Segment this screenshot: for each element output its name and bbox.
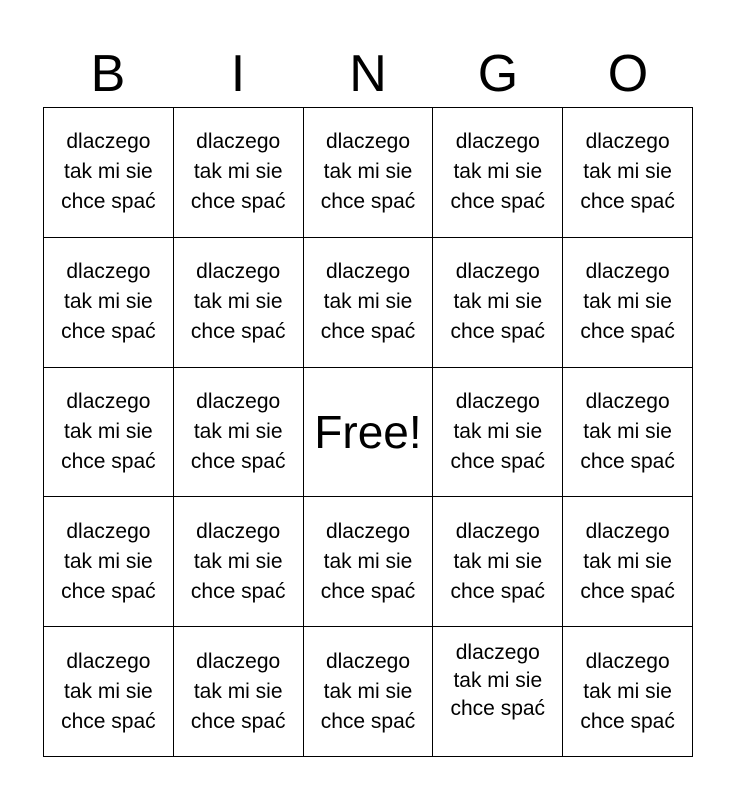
bingo-cell: dlaczego tak mi sie chce spać bbox=[44, 108, 174, 238]
bingo-cell: dlaczego tak mi sie chce spać bbox=[563, 497, 693, 627]
header-letter-i: I bbox=[230, 45, 246, 103]
bingo-header bbox=[43, 40, 693, 108]
bingo-cell: dlaczego tak mi sie chce spać bbox=[44, 627, 174, 757]
bingo-cell: dlaczego tak mi sie chce spać bbox=[304, 108, 434, 238]
bingo-card bbox=[43, 107, 693, 757]
bingo-cell: dlaczego tak mi sie chce spać bbox=[433, 368, 563, 498]
bingo-cell: dlaczego tak mi sie chce spać bbox=[433, 627, 563, 757]
bingo-cell: dlaczego tak mi sie chce spać bbox=[433, 238, 563, 368]
bingo-cell: dlaczego tak mi sie chce spać bbox=[563, 108, 693, 238]
bingo-cell: dlaczego tak mi sie chce spać bbox=[304, 627, 434, 757]
bingo-cell: dlaczego tak mi sie chce spać bbox=[174, 108, 304, 238]
bingo-cell: dlaczego tak mi sie chce spać bbox=[174, 627, 304, 757]
bingo-cell: dlaczego tak mi sie chce spać bbox=[174, 238, 304, 368]
bingo-cell: dlaczego tak mi sie chce spać bbox=[563, 627, 693, 757]
header-letter-b: B bbox=[90, 45, 126, 103]
header-letter-g: G bbox=[477, 45, 519, 103]
bingo-cell: dlaczego tak mi sie chce spać bbox=[433, 108, 563, 238]
header-letter-o: O bbox=[607, 45, 649, 103]
bingo-cell: dlaczego tak mi sie chce spać bbox=[304, 497, 434, 627]
bingo-cell: dlaczego tak mi sie chce spać bbox=[44, 238, 174, 368]
bingo-cell: dlaczego tak mi sie chce spać bbox=[563, 368, 693, 498]
free-space-cell: Free! bbox=[304, 368, 434, 498]
bingo-cell: dlaczego tak mi sie chce spać bbox=[563, 238, 693, 368]
bingo-cell: dlaczego tak mi sie chce spać bbox=[304, 238, 434, 368]
bingo-cell: dlaczego tak mi sie chce spać bbox=[44, 368, 174, 498]
bingo-cell: dlaczego tak mi sie chce spać bbox=[174, 497, 304, 627]
bingo-cell: dlaczego tak mi sie chce spać bbox=[174, 368, 304, 498]
bingo-cell: dlaczego tak mi sie chce spać bbox=[44, 497, 174, 627]
bingo-cell: dlaczego tak mi sie chce spać bbox=[433, 497, 563, 627]
header-letter-n: N bbox=[349, 45, 387, 103]
